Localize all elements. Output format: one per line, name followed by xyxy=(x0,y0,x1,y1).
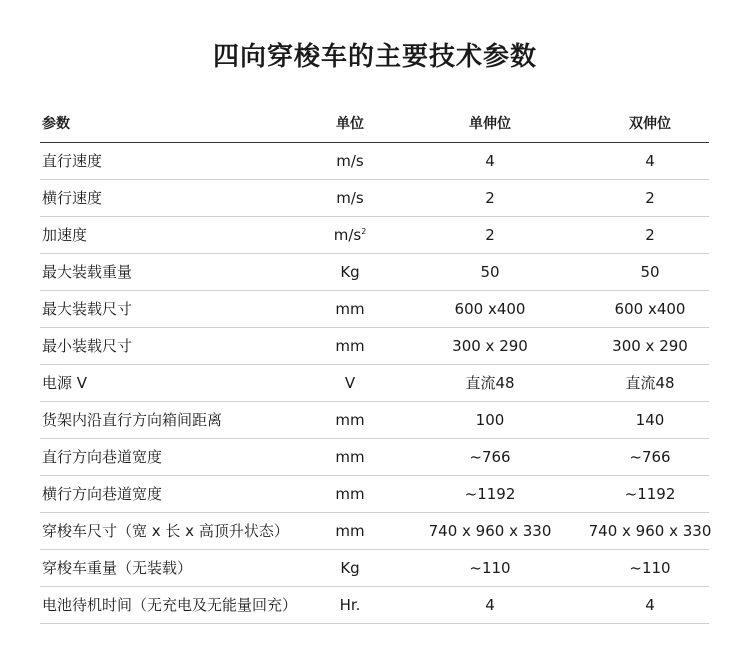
unit-cell: mm xyxy=(335,411,365,429)
param-cell: 最大装载重量 xyxy=(42,263,133,281)
unit-cell: mm xyxy=(335,337,365,355)
param-cell: 穿梭车尺寸（宽 x 长 x 高顶升状态） xyxy=(42,522,289,540)
double-cell: 2 xyxy=(645,189,655,207)
double-cell: ~766 xyxy=(629,448,671,466)
table-row xyxy=(40,402,709,439)
table-row xyxy=(40,439,709,476)
double-cell: 600 x400 xyxy=(614,300,686,318)
table-row xyxy=(40,180,709,217)
param-cell: 穿梭车重量（无装载） xyxy=(42,559,193,577)
unit-cell: m/s xyxy=(336,189,364,207)
unit-text: m/s xyxy=(333,226,362,244)
spec-table xyxy=(40,106,712,624)
single-cell: ~766 xyxy=(469,448,511,466)
header-param: 参数 xyxy=(42,116,70,132)
unit-cell: m/s xyxy=(336,152,364,170)
unit-cell: V xyxy=(344,374,356,392)
header-double: 双伸位 xyxy=(629,116,671,132)
param-cell: 加速度 xyxy=(42,226,88,244)
single-cell: ~1192 xyxy=(464,485,516,503)
double-cell: 50 xyxy=(640,263,660,281)
param-cell: 横行方向巷道宽度 xyxy=(42,485,163,503)
param-cell: 最大装载尺寸 xyxy=(42,300,133,318)
table-row xyxy=(40,143,709,180)
unit-superscript: 2 xyxy=(361,227,367,236)
header-unit: 单位 xyxy=(336,116,364,132)
unit-cell xyxy=(300,217,400,253)
single-cell: 4 xyxy=(485,596,495,614)
param-cell: 最小装载尺寸 xyxy=(42,337,133,355)
single-cell: 50 xyxy=(480,263,500,281)
double-cell: 2 xyxy=(645,226,655,244)
double-cell: 直流48 xyxy=(625,374,675,392)
param-cell: 货架内沿直行方向箱间距离 xyxy=(42,411,223,429)
double-cell: 740 x 960 x 330 xyxy=(588,522,712,540)
table-row xyxy=(40,476,709,513)
single-cell: 直流48 xyxy=(465,374,515,392)
table-row xyxy=(40,587,709,624)
table-row xyxy=(40,550,709,587)
page-title: 四向穿梭车的主要技术参数 xyxy=(212,42,537,72)
unit-cell: Kg xyxy=(340,263,360,281)
unit-cell: mm xyxy=(335,485,365,503)
unit-cell: mm xyxy=(335,522,365,540)
param-cell: 直行方向巷道宽度 xyxy=(42,448,163,466)
double-cell: ~1192 xyxy=(624,485,676,503)
single-cell: 300 x 290 xyxy=(452,337,528,355)
table-row xyxy=(40,328,709,365)
param-cell: 直行速度 xyxy=(42,152,103,170)
single-cell: 4 xyxy=(485,152,495,170)
single-cell: 2 xyxy=(485,226,495,244)
param-cell: 电源 V xyxy=(42,374,88,392)
double-cell: 4 xyxy=(645,152,655,170)
header-single: 单伸位 xyxy=(469,116,511,132)
table-header-row xyxy=(40,106,709,143)
single-cell: 600 x400 xyxy=(454,300,526,318)
double-cell: 4 xyxy=(645,596,655,614)
table-row xyxy=(40,365,709,402)
unit-cell: mm xyxy=(335,300,365,318)
single-cell: ~110 xyxy=(469,559,511,577)
single-cell: 100 xyxy=(475,411,505,429)
table-row xyxy=(40,291,709,328)
param-cell: 横行速度 xyxy=(42,189,103,207)
double-cell: 140 xyxy=(635,411,665,429)
unit-cell: mm xyxy=(335,448,365,466)
single-cell: 2 xyxy=(485,189,495,207)
double-cell: 300 x 290 xyxy=(612,337,688,355)
unit-cell: Kg xyxy=(340,559,360,577)
double-cell: ~110 xyxy=(629,559,671,577)
table-row xyxy=(40,513,712,550)
single-cell: 740 x 960 x 330 xyxy=(428,522,552,540)
table-row xyxy=(40,254,709,291)
table-row xyxy=(40,217,709,254)
param-cell: 电池待机时间（无充电及无能量回充） xyxy=(42,596,298,614)
unit-cell: Hr. xyxy=(339,596,361,614)
